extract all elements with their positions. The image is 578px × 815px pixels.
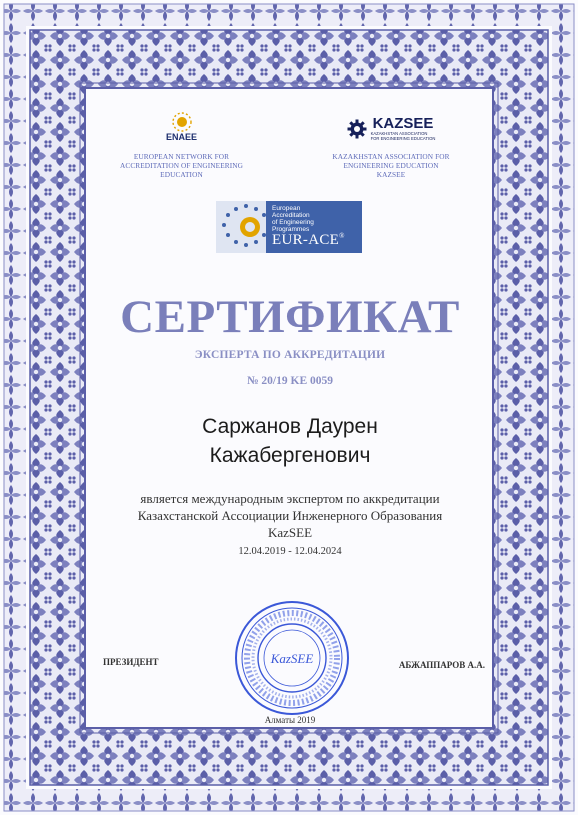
eur-ace-lines: [272, 205, 314, 233]
certificate-description: [95, 490, 485, 541]
enaee-logo-text: ENAEE: [165, 132, 197, 142]
kazsee-logo-block: [316, 110, 466, 179]
eur-ace-line: Accreditation: [272, 212, 310, 219]
eur-ace-title: [272, 232, 345, 249]
logos-row: [95, 100, 485, 195]
kazsee-caption: [316, 152, 466, 179]
stamp-center-text: KazSEE: [270, 651, 314, 666]
president-label: ПРЕЗИДЕНТ: [103, 657, 159, 667]
enaee-caption-line: EDUCATION: [160, 170, 203, 179]
certificate-number: № 20/19 KE 0059: [247, 375, 333, 387]
certificate-title: СЕРТИФИКАТ: [120, 291, 460, 343]
eur-ace-line: European: [272, 205, 301, 212]
kazsee-logo-sub: FOR ENGINEERING EDUCATION: [370, 136, 436, 141]
certificate-content: [95, 100, 485, 740]
eur-ace-line: Programmes: [272, 226, 310, 233]
enaee-caption: [109, 152, 254, 179]
registered-mark: ®: [339, 232, 345, 240]
kazsee-caption-line: KAZSEE: [376, 170, 406, 179]
validity-dates: 12.04.2019 - 12.04.2024: [238, 546, 342, 557]
description-line: KazSEE: [267, 525, 313, 540]
eur-ace-title-text: EUR-ACE: [272, 232, 340, 248]
enaee-caption-line: EUROPEAN NETWORK FOR: [133, 152, 230, 161]
signer-name: АБЖАППАРОВ А.А.: [398, 660, 485, 670]
gear-icon: [347, 119, 367, 139]
recipient-name-line: Саржанов Даурен: [202, 415, 378, 438]
kazsee-caption-line: ENGINEERING EDUCATION: [343, 161, 439, 170]
eur-ace-line: of Engineering: [272, 219, 314, 226]
kazsee-logo-text: KAZSEE: [372, 115, 434, 132]
recipient-name-line: Кажабергенович: [209, 444, 371, 467]
eur-ace-label: [216, 201, 362, 253]
official-stamp: [228, 597, 356, 719]
description-line: является международным экспертом по аккредитации: [140, 491, 440, 506]
kazsee-logo-sub: KAZAKHSTAN ASSOCIATION: [370, 131, 428, 136]
city-year: Алматы 2019: [264, 715, 316, 725]
kazsee-logo: [316, 110, 466, 148]
enaee-logo: [162, 110, 202, 148]
certificate-subtitle: ЭКСПЕРТА ПО АККРЕДИТАЦИИ: [194, 349, 386, 361]
description-line: Казахстанской Ассоциации Инженерного Образования: [137, 508, 443, 523]
enaee-caption-line: ACCREDITATION OF ENGINEERING: [119, 161, 243, 170]
recipient-name: [95, 412, 485, 470]
kazsee-caption-line: KAZAKHSTAN ASSOCIATION FOR: [332, 152, 450, 161]
enaee-logo-block: [109, 110, 254, 179]
